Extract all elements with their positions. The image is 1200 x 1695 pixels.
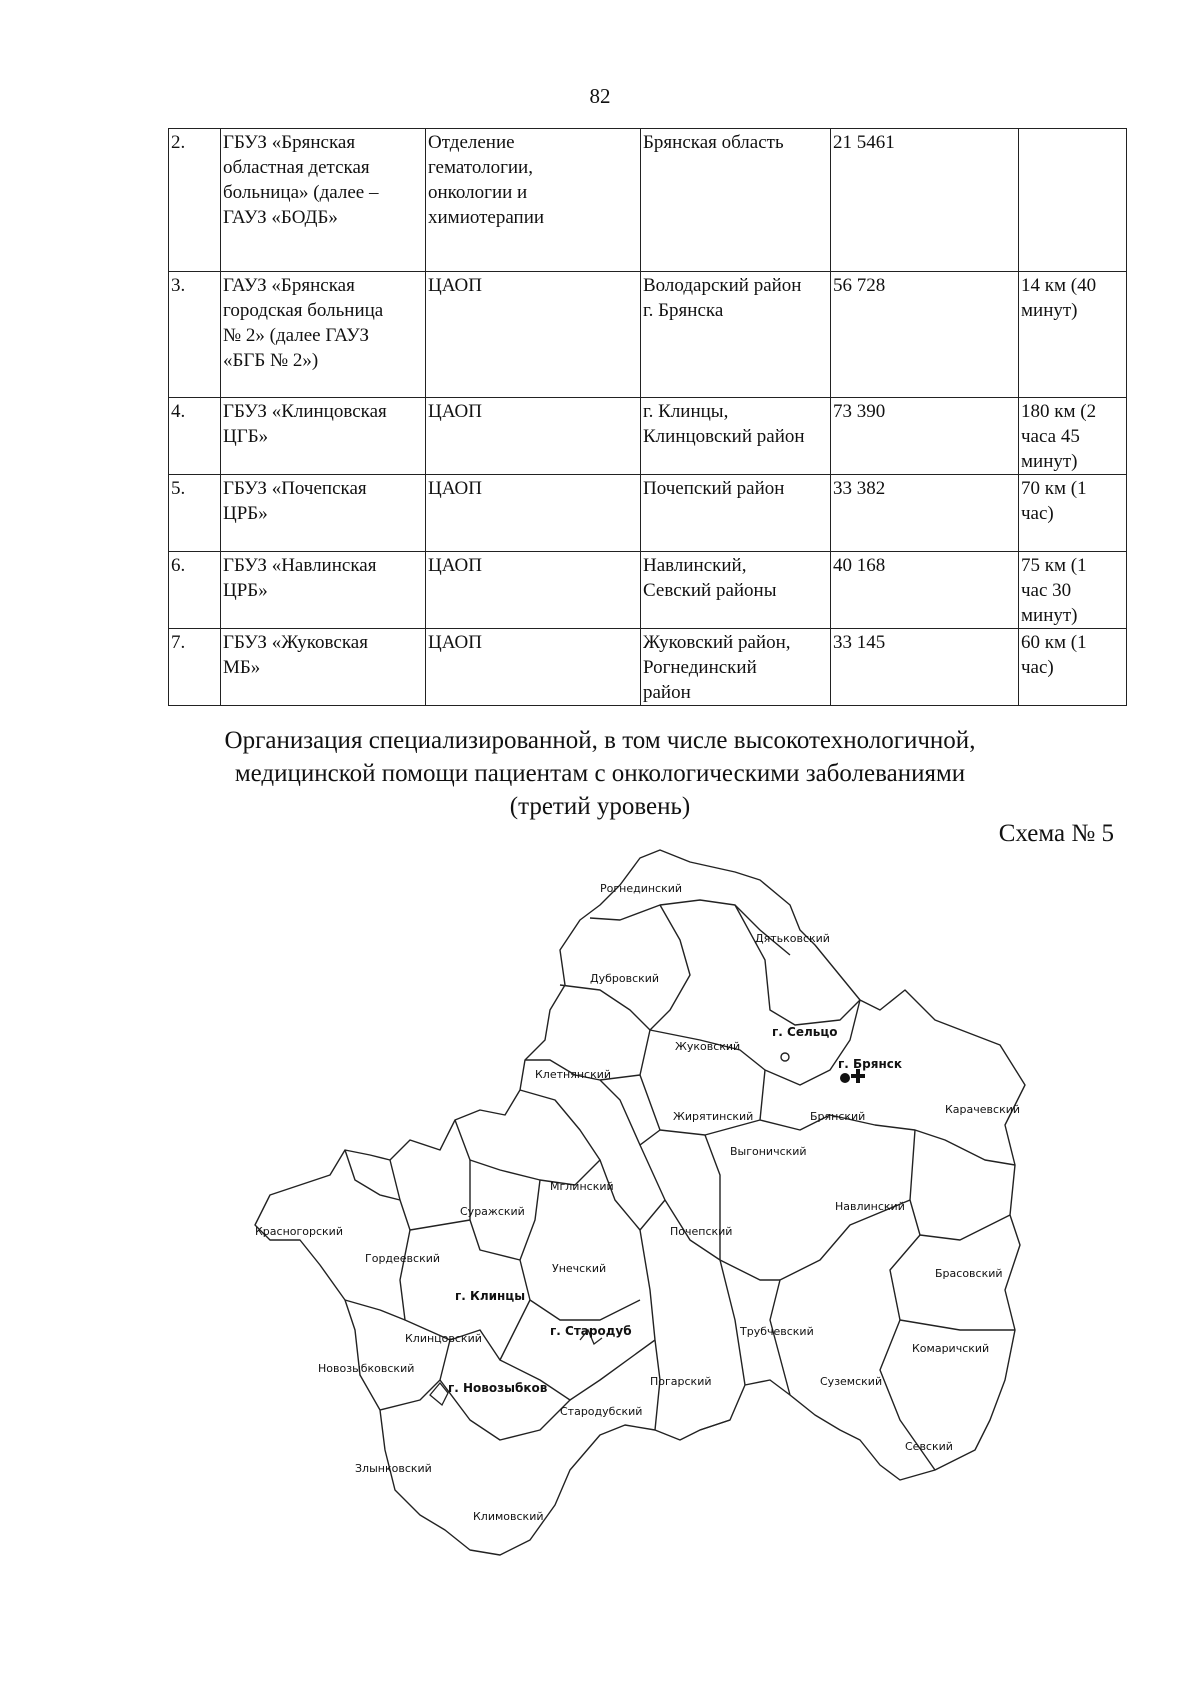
institution-cell: ГБУЗ «Почепская ЦРБ» [221,475,426,552]
district-border [600,1160,665,1230]
district-label: Погарский [650,1375,712,1388]
city-label: г. Клинцы [455,1289,526,1303]
population-cell: 21 5461 [831,129,1019,272]
territory-cell: Жуковский район, Рогнединский район [641,629,831,706]
distance-cell: 180 км (2 часа 45 минут) [1019,398,1127,475]
scheme-label: Схема № 5 [998,820,1114,847]
district-label: Выгоничский [730,1145,807,1158]
unit-cell: ЦАОП [426,272,641,398]
district-border [640,1070,765,1135]
district-border [650,905,690,1030]
district-label: Красногорский [255,1225,343,1238]
district-border [720,1260,745,1385]
territory-cell: г. Клинцы, Клинцовский район [641,398,831,475]
district-border [720,1260,780,1280]
city-label: г. Новозыбков [448,1381,548,1395]
row-number-cell: 2. [169,129,221,272]
district-label: Комаричский [912,1342,990,1355]
territory-cell: Володарский район г. Брянска [641,272,831,398]
district-label: Навлинский [835,1200,905,1213]
city-label: г. Сельцо [772,1025,838,1039]
population-cell: 33 382 [831,475,1019,552]
district-border [345,1300,405,1320]
population-cell: 73 390 [831,398,1019,475]
district-border [600,1080,660,1145]
section-title-line: Организация специализированной, в том числе высокотехнологичной, [224,727,976,754]
district-border [520,1180,640,1320]
district-label: Мглинский [550,1180,614,1193]
population-cell: 56 728 [831,272,1019,398]
row-number-cell: 6. [169,552,221,629]
territory-cell: Почепский район [641,475,831,552]
district-label: Трубчевский [740,1325,814,1338]
population-cell: 33 145 [831,629,1019,706]
unit-cell: ЦАОП [426,552,641,629]
district-label: Карачевский [945,1103,1021,1116]
district-border [560,985,650,1030]
section-title-line: медицинской помощи пациентам с онкологическими заболеваниями [234,760,966,787]
unit-cell: ЦАОП [426,629,641,706]
section-title-line: (третий уровень) [509,793,691,820]
district-border [705,1135,720,1260]
unit-cell: ЦАОП [426,475,641,552]
district-label: Гордеевский [365,1252,441,1265]
page-number: 82 [589,84,611,108]
medical-cross-icon [851,1069,865,1083]
city-marker-icon [781,1053,789,1061]
institution-cell: ГБУЗ «Жуковская МБ» [221,629,426,706]
city-marker-icon [840,1073,850,1083]
district-label: Дятьковский [755,932,830,945]
district-label: Жирятинский [673,1110,754,1123]
district-label: Севский [905,1440,953,1453]
population-cell: 40 168 [831,552,1019,629]
district-label: Унечский [552,1262,607,1275]
district-label: Брянский [810,1110,866,1123]
district-label: Климовский [473,1510,544,1523]
district-border [910,1130,1010,1240]
distance-cell: 60 км (1 час) [1019,629,1127,706]
district-label: Суражский [460,1205,525,1218]
row-number-cell: 3. [169,272,221,398]
district-label: Суземский [820,1375,883,1388]
district-border [455,1090,600,1185]
distance-cell: 14 км (40 минут) [1019,272,1127,398]
district-label: Дубровский [590,972,660,985]
district-border [770,1200,910,1395]
district-label: Почепский [670,1225,733,1238]
territory-cell: Навлинский, Севский районы [641,552,831,629]
row-number-cell: 4. [169,398,221,475]
row-number-cell: 7. [169,629,221,706]
district-label: Новозыбковский [318,1362,415,1375]
institution-cell: ГАУЗ «Брянская городская больница № 2» (далее ГАУЗ «БГБ № 2») [221,272,426,398]
district-border [700,1420,730,1430]
district-label: Жуковский [675,1040,741,1053]
district-border [890,1235,1015,1330]
unit-cell: Отделение гематологии, онкологии и химиотерапии [426,129,641,272]
district-border [640,1145,720,1260]
institution-cell: ГБУЗ «Клинцовская ЦГБ» [221,398,426,475]
district-label: Злынковский [355,1462,432,1475]
district-label: Клинцовский [405,1332,482,1345]
distance-cell: 70 км (1 час) [1019,475,1127,552]
distance-cell: 75 км (1 час 30 минут) [1019,552,1127,629]
district-label: Брасовский [935,1267,1003,1280]
district-border [390,1160,470,1230]
district-border [640,1230,660,1430]
district-label: Клетнянский [535,1068,612,1081]
district-label: Рогнединский [600,882,683,895]
institution-cell: ГБУЗ «Брянская областная детская больница» (далее – ГАУЗ «БОДБ» [221,129,426,272]
city-label: г. Брянск [838,1057,902,1071]
territory-cell: Брянская область [641,129,831,272]
district-border [380,1340,450,1410]
district-label: Стародубский [560,1405,643,1418]
institution-cell: ГБУЗ «Навлинская ЦРБ» [221,552,426,629]
district-border [590,900,790,955]
city-label: г. Стародуб [550,1324,632,1338]
unit-cell: ЦАОП [426,398,641,475]
row-number-cell: 5. [169,475,221,552]
